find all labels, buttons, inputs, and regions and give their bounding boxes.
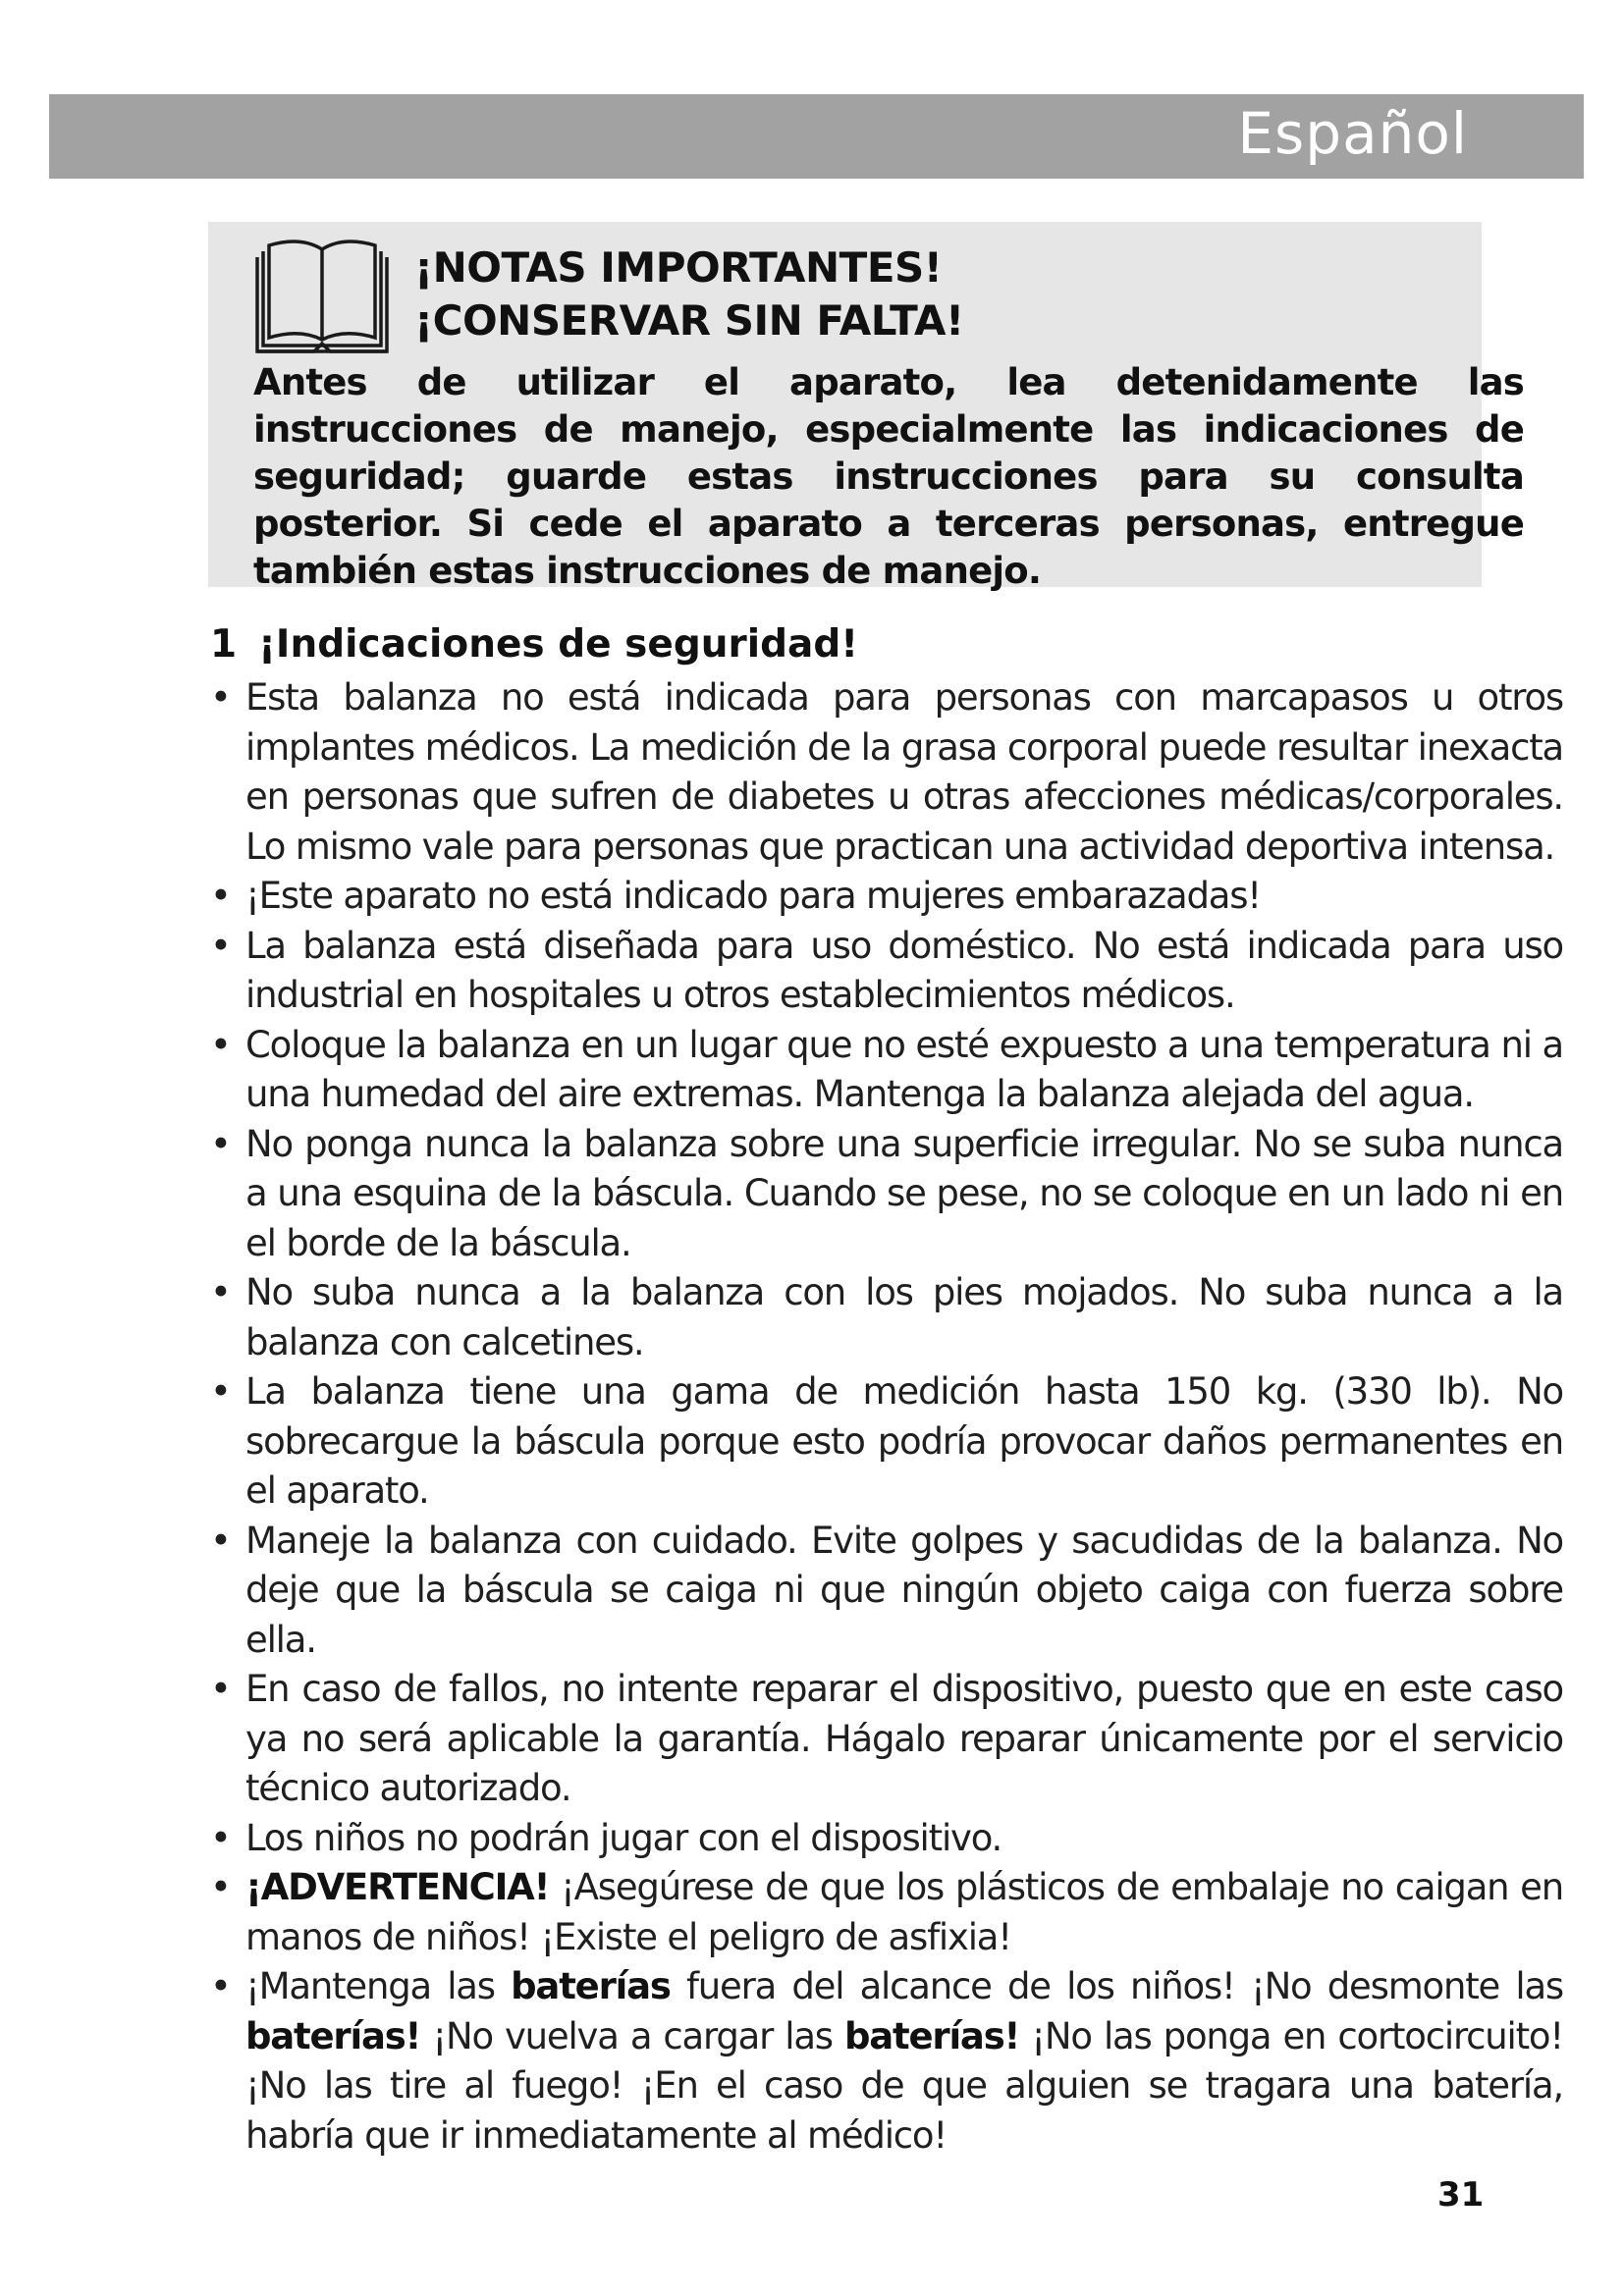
list-item [208,1367,1563,1517]
section-title [210,622,858,667]
list-item-text: No suba nunca a la balanza con los pies mojados. No suba nunca a la balanza con calcetines. [245,1271,1563,1363]
battery-bold-1: baterías [511,1965,671,2007]
bullet-icon: • [210,1816,231,1859]
battery-bold-3: baterías! [843,2014,1020,2057]
list-item-text: La balanza está diseñada para uso doméstico. No está indicada para uso industrial en hospitales u otros establecimientos médicos. [245,924,1563,1016]
bullet-icon: • [210,1965,231,2007]
bullet-icon: • [210,1668,231,1710]
list-item [208,1120,1563,1269]
list-item-text: No ponga nunca la balanza sobre una superficie irregular. No se suba nunca a una esquina de la báscula. Cuando se pese, no se coloque en un lado ni en el borde de la báscula. [245,1122,1563,1264]
bullet-icon: • [210,1122,231,1165]
battery-bold-2: baterías! [245,2014,421,2057]
important-notes-box [208,222,1524,592]
bullet-icon: • [210,676,231,719]
notes-text: Antes de utilizar el aparato, lea detenidamente las instrucciones de manejo, especialmente las indicaciones de seguridad; guarde estas instrucciones para su consulta posterior. Si cede el aparato a terceras personas, entregue también estas instrucciones de manejo. [253,361,1524,592]
section-title-text: ¡Indicaciones de seguridad! [258,622,859,667]
bullet-icon: • [210,1023,231,1066]
bullet-icon: • [210,1370,231,1413]
battery-text-part1: ¡Mantenga las [245,1965,512,2007]
list-item-text: En caso de fallos, no intente reparar el dispositivo, puesto que en este caso ya no será aplicable la garantía. Hágalo reparar únicamente por el servicio técnico autorizado. [245,1668,1563,1809]
warning-label: ¡ADVERTENCIA! [245,1866,550,1908]
language-header-bar [49,94,1584,179]
bullet-icon: • [210,924,231,967]
battery-text-part4: ¡No las ponga en cortocircuito! ¡No las tire al fuego! ¡En el caso de que alguien se tragara una batería, habría que ir inmediatamente al médico! [245,2014,1564,2157]
list-item [208,922,1563,1021]
list-item [208,1268,1563,1367]
bullet-icon: • [210,1519,231,1562]
bullet-icon: • [210,875,231,917]
notes-heading [414,241,964,347]
list-item [208,872,1563,922]
list-item-text: Maneje la balanza con cuidado. Evite golpes y sacudidas de la balanza. No deje que la báscula se caiga ni que ningún objeto caiga con fuerza sobre ella. [245,1519,1563,1661]
list-item-text: ¡Este aparato no está indicado para mujeres embarazadas! [245,875,1261,917]
battery-item [208,1962,1563,2161]
list-item-text: Los niños no podrán jugar con el dispositivo. [245,1816,1002,1859]
open-book-icon [249,234,395,359]
list-item [208,1021,1563,1120]
page-number: 31 [1437,2175,1485,2215]
bullet-icon: • [210,1866,231,1908]
list-item [208,1517,1563,1666]
warning-item [208,1863,1563,1962]
notes-heading-line2: ¡CONSERVAR SIN FALTA! [414,296,964,345]
battery-text-part2: fuera del alcance de los niños! ¡No desmonte las [670,1965,1563,2007]
list-item-text: Coloque la balanza en un lugar que no esté expuesto a una temperatura ni a una humedad del aire extremas. Mantenga la balanza alejada del agua. [245,1023,1563,1115]
bullet-icon: • [210,1271,231,1313]
section-number: 1 [210,622,238,667]
list-item-text: La balanza tiene una gama de medición hasta 150 kg. (330 lb). No sobrecargue la báscula porque esto podría provocar daños permanentes en el aparato. [245,1370,1563,1512]
notes-heading-line1: ¡NOTAS IMPORTANTES! [414,243,943,292]
list-item [208,673,1563,872]
warning-text: ¡Asegúrese de que los plásticos de embalaje no caigan en manos de niños! ¡Existe el peligro de asfixia! [245,1866,1563,1958]
list-item [208,1814,1563,1864]
list-item [208,1665,1563,1814]
battery-text-part3: ¡No vuelva a cargar las [420,2014,844,2057]
safety-list [208,673,1563,2161]
list-item-text: Esta balanza no está indicada para personas con marcapasos u otros implantes médicos. La medición de la grasa corporal puede resultar inexacta en personas que sufren de diabetes u otras afecciones médicas/corporales. Lo mismo vale para personas que practican una actividad deportiva intensa. [245,676,1563,868]
language-title: Español [1237,100,1468,167]
